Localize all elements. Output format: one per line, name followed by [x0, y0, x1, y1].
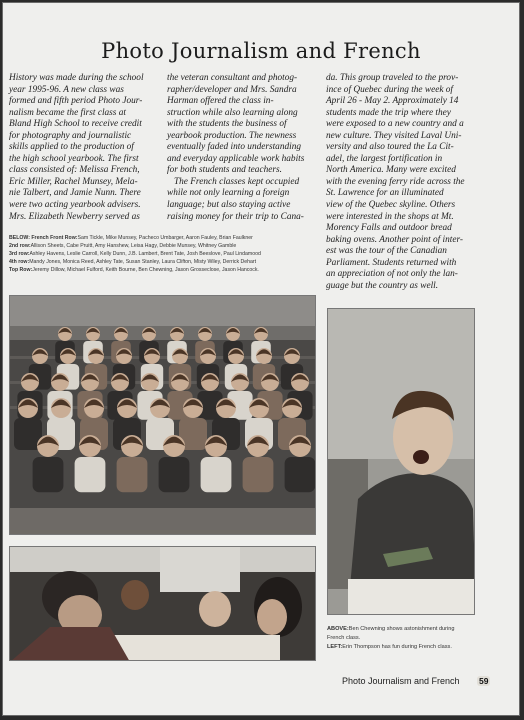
article-line: with the evening ferry ride across the: [326, 176, 465, 187]
student-figure: [201, 457, 232, 492]
caption-row-names: Mandy Jones, Monica Reed, Ashley Tate, Susan Stanley, Laura Clifton, Misty Wiley, Derrick Dehart: [29, 258, 257, 265]
article-line: struction while also learning along: [167, 107, 298, 118]
article-line: Bland High School to receive credit: [9, 119, 142, 130]
student-figure: [159, 457, 190, 492]
article-line: for both students and teachers.: [167, 165, 282, 176]
article-line: Harman offered the class in-: [167, 96, 274, 107]
student-figure: [243, 457, 274, 492]
article-line: The French classes kept occupied: [167, 176, 300, 187]
article-line: nalism became the first class at: [9, 107, 126, 118]
student-figure: [75, 457, 106, 492]
article-line: Parliament. Students returned with: [326, 257, 457, 268]
caption-row-label: 4th row:: [9, 258, 30, 265]
article-line: students made the trip where they: [326, 107, 451, 118]
caption-row-label: 3rd row:: [9, 250, 30, 257]
article-line: Mrs. Elizabeth Newberry served as: [9, 211, 140, 222]
article-line: while not only learning a foreign: [167, 188, 290, 199]
caption-label: ABOVE:: [327, 626, 349, 632]
caption-line: [327, 625, 517, 634]
article-column-3: [326, 73, 516, 292]
article-line: an appreciation of not only the lan-: [326, 269, 458, 280]
caption-line: [327, 634, 517, 643]
article-line: view of the Quebec skyline. Others: [326, 200, 456, 211]
caption-line: [327, 643, 517, 652]
article-line: were interested in the shops at Mt.: [326, 211, 454, 222]
caption-row-label: 2nd row:: [9, 242, 31, 249]
article-line: nie Talbert, and Jamie Nunn. There: [9, 188, 141, 199]
article-line: with the students the business of: [167, 119, 287, 130]
article-line: April 26 - May 2. Approximately 14: [326, 96, 459, 107]
caption-row-label: Top Row:: [9, 266, 33, 273]
article-line: da. This group traveled to the prov-: [326, 73, 459, 83]
caption-line: [9, 259, 319, 267]
astonished-student-image: [328, 309, 475, 615]
article-line: skills applied to the production of: [9, 142, 134, 153]
article-line: yearbook production. The newness: [167, 130, 297, 141]
footer-section-label: Photo Journalism and French: [342, 676, 460, 686]
article-line: Eric Miller, Rachel Munsey, Mela-: [9, 176, 138, 187]
article-line: rapher/developer and Mrs. Sandra: [167, 84, 297, 95]
article-line: the high school yearbook. The first: [9, 153, 139, 164]
yearbook-page: [2, 2, 520, 716]
article-line: the veteran consultant and photog-: [167, 73, 298, 83]
caption-text: Erin Thompson has fun during French class.: [342, 644, 452, 650]
article-column-1: [9, 73, 163, 223]
caption-label: LEFT:: [327, 644, 343, 650]
article-line: formed and fifth period Photo Jour-: [9, 96, 143, 107]
caption-row-names: Sam Tickle, Mike Munsey, Pacheco Umbarger, Aaron Fauley, Brian Faulkner: [77, 235, 253, 241]
article-line: baking ovens. Another point of inter-: [326, 234, 464, 245]
caption-row-names: Jeremy Dillow, Michael Fulford, Keith Bourne, Ben Chewning, Jason Grosseclose, Jason Hancock.: [32, 266, 259, 273]
article-line: History was made during the school: [9, 73, 144, 83]
article-line: new culture. They visited Laval Uni-: [326, 130, 462, 141]
article-line: North America. Many were excited: [326, 165, 456, 176]
group-photo-caption: [9, 235, 319, 275]
french-class-candid-photo: [9, 546, 316, 661]
caption-row-label: BELOW: French Front Row:: [9, 235, 78, 241]
caption-row-names: Ashley Havens, Leslie Carroll, Kelly Dunn, J.B. Lambert, Brent Tate, Josh Beeslove, Paul Lindamood: [29, 250, 261, 257]
article-column-2: [167, 73, 319, 223]
group-photo-image: [10, 296, 316, 535]
article-line: language; but also staying active: [167, 200, 291, 211]
right-photo-caption: [327, 625, 517, 652]
caption-line: [9, 267, 319, 275]
caption-line: [9, 251, 319, 259]
student-figure: [285, 457, 316, 492]
article-line: est was the tour of the Canadian: [326, 246, 447, 257]
article-line: adel, the largest fortification in: [326, 153, 443, 164]
article-line: year 1995-96. A new class was: [9, 84, 124, 95]
caption-text: Ben Chewning shows astonishment during: [348, 626, 455, 632]
article-line: class consisted of: Melissa French,: [9, 165, 140, 176]
article-line: for photography and journalistic: [9, 130, 132, 141]
article-line: ince of Quebec during the week of: [326, 84, 454, 95]
article-line: were two acting yearbook advisers.: [9, 200, 141, 211]
caption-line: [9, 243, 319, 251]
page-number: 59: [479, 676, 489, 686]
french-class-group-photo: [9, 295, 316, 535]
article-line: guage but the country as well.: [326, 280, 439, 291]
student-figure: [117, 457, 148, 492]
erin-thompson-image: [10, 547, 316, 661]
page-title: Photo Journalism and French: [101, 39, 421, 63]
article-line: were exposed to a new country and a: [326, 119, 464, 130]
article-line: eventually faded into understanding: [167, 142, 302, 153]
article-line: versity and also toured the La Cit-: [326, 142, 454, 153]
ben-chewning-photo: [327, 308, 475, 615]
article-line: St. Lawrence for an illuminated: [326, 188, 444, 199]
article-line: and everyday applicable work habits: [167, 153, 305, 164]
article-line: raising money for their trip to Cana-: [167, 211, 304, 222]
caption-row-names: Allison Sheets, Cabe Pruitt, Amy Hanshew, Leisa Hagy, Debbie Munsey, Whitney Gamble: [30, 242, 237, 249]
caption-line: [9, 235, 319, 243]
student-figure: [33, 457, 64, 492]
caption-text: French class.: [327, 635, 361, 641]
article-line: Morency Falls and outdoor bread: [326, 223, 452, 234]
